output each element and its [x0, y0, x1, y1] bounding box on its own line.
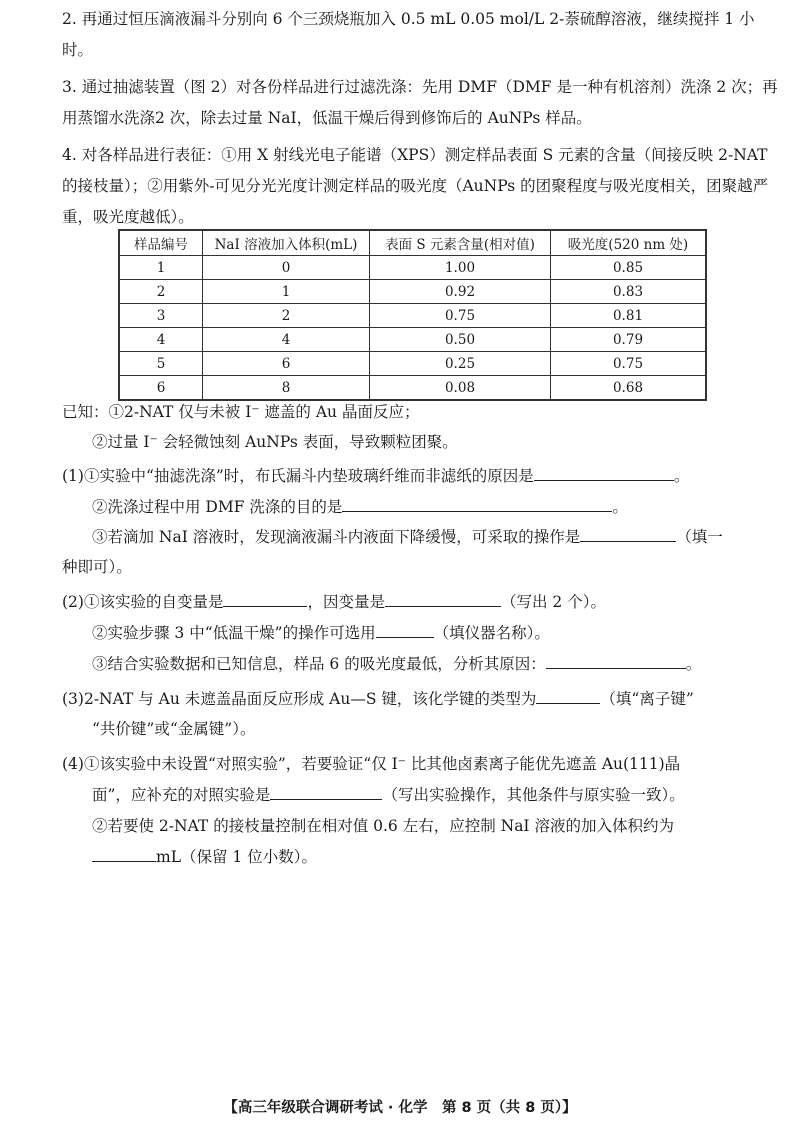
question-text: （填仪器名称）。 — [433, 624, 550, 642]
question-2-1 — [62, 588, 606, 616]
question-1-2 — [92, 493, 628, 521]
cell-nai-volume: 8 — [203, 376, 370, 401]
cell-s-content: 0.92 — [370, 280, 551, 304]
known-info-1: 已知：①2-NAT 仅与未被 I⁻ 遮盖的 Au 晶面反应； — [62, 403, 420, 421]
cell-absorbance: 0.75 — [551, 352, 707, 376]
question-text: mL（保留 1 位小数）。 — [156, 848, 317, 866]
question-text: (1)①实验中“抽滤洗涤”时，布氏漏斗内垫玻璃纤维而非滤纸的原因是 — [62, 467, 534, 485]
question-3-cont: “共价键”或“金属键”）。 — [92, 720, 256, 738]
question-text: ②洗涤过程中用 DMF 洗涤的目的是 — [92, 498, 343, 516]
question-2-3 — [92, 650, 701, 678]
cell-absorbance: 0.81 — [551, 304, 707, 328]
question-1-3-cont: 种即可）。 — [62, 558, 132, 576]
header-nai-volume: NaI 溶液加入体积(mL) — [203, 230, 370, 256]
table-header-row — [119, 230, 706, 256]
known-info-2: ②过量 I⁻ 会轻微蚀刻 AuNPs 表面，导致颗粒团聚。 — [92, 433, 458, 451]
question-text: 。 — [685, 655, 702, 673]
question-text: （填“离子键” — [600, 690, 694, 708]
procedure-step-4: 4. 对各样品进行表征：①用 X 射线光电子能谱（XPS）测定样品表面 S 元素的含量（间接反映 2-NAT 的接枝量）；②用紫外-可见分光光度计测定样品的吸光度（AuNPs 的团聚程度与吸光度相关，团聚越严重，吸光度越低）。 — [62, 146, 769, 226]
answer-blank[interactable] — [536, 687, 600, 704]
answer-blank[interactable] — [546, 652, 686, 669]
cell-nai-volume: 0 — [203, 256, 370, 280]
page-footer: 【高三年级联合调研考试 · 化学 第 8 页（共 8 页）】 — [223, 1100, 577, 1116]
table-row — [119, 376, 706, 401]
cell-nai-volume: 6 — [203, 352, 370, 376]
answer-blank[interactable] — [223, 590, 307, 607]
cell-sample-no: 6 — [119, 376, 203, 401]
cell-s-content: 0.08 — [370, 376, 551, 401]
answer-blank[interactable] — [342, 495, 612, 512]
answer-blank[interactable] — [92, 845, 156, 862]
answer-blank[interactable] — [534, 464, 674, 481]
question-text: 。 — [673, 467, 690, 485]
question-text: ，因变量是 — [307, 593, 385, 611]
question-3 — [62, 685, 694, 713]
question-4-1: (4)①该实验中未设置“对照实验”，若要验证“仅 I⁻ 比其他卤素离子能优先遮盖 Au(111)晶 — [62, 755, 681, 773]
answer-blank[interactable] — [580, 525, 676, 542]
cell-sample-no: 2 — [119, 280, 203, 304]
header-absorbance: 吸光度(520 nm 处) — [551, 230, 707, 256]
question-text: （填一 — [676, 528, 723, 546]
question-text: ③若滴加 NaI 溶液时，发现滴液漏斗内液面下降缓慢，可采取的操作是 — [92, 528, 581, 546]
cell-absorbance: 0.83 — [551, 280, 707, 304]
table-row — [119, 256, 706, 280]
cell-absorbance: 0.68 — [551, 376, 707, 401]
question-4-1-cont — [92, 781, 685, 809]
question-4-2: ②若要使 2-NAT 的接枝量控制在相对值 0.6 左右，应控制 NaI 溶液的加入体积约为 — [92, 817, 674, 835]
cell-nai-volume: 1 — [203, 280, 370, 304]
answer-blank[interactable] — [376, 621, 434, 638]
question-2-2 — [92, 619, 550, 647]
table-row — [119, 328, 706, 352]
cell-sample-no: 4 — [119, 328, 203, 352]
header-sample-no: 样品编号 — [119, 230, 203, 256]
table-row — [119, 280, 706, 304]
cell-absorbance: 0.85 — [551, 256, 707, 280]
procedure-step-3: 3. 通过抽滤装置（图 2）对各份样品进行过滤洗涤：先用 DMF（DMF 是一种有机溶剂）洗涤 2 次；再用蒸馏水洗涤2 次，除去过量 NaI，低温干燥后得到修饰后的 AuNPs 样品。 — [62, 78, 778, 127]
header-s-content: 表面 S 元素含量(相对值) — [370, 230, 551, 256]
answer-blank[interactable] — [270, 783, 382, 800]
answer-blank[interactable] — [385, 590, 501, 607]
question-text: （写出 2 个）。 — [500, 593, 606, 611]
sample-data-table — [118, 229, 707, 401]
question-1-1 — [62, 462, 689, 490]
cell-s-content: 0.75 — [370, 304, 551, 328]
cell-s-content: 0.25 — [370, 352, 551, 376]
cell-nai-volume: 2 — [203, 304, 370, 328]
cell-absorbance: 0.79 — [551, 328, 707, 352]
question-text: ②实验步骤 3 中“低温干燥”的操作可选用 — [92, 624, 376, 642]
question-4-2-cont — [92, 843, 317, 871]
cell-nai-volume: 4 — [203, 328, 370, 352]
question-text: ③结合实验数据和已知信息，样品 6 的吸光度最低，分析其原因： — [92, 655, 546, 673]
procedure-step-2: 2. 再通过恒压滴液漏斗分别向 6 个三颈烧瓶加入 0.5 mL 0.05 mol/L 2-萘硫醇溶液，继续搅拌 1 小时。 — [62, 10, 755, 59]
question-text: 面”，应补充的对照实验是 — [92, 786, 271, 804]
question-text: (3)2-NAT 与 Au 未遮盖晶面反应形成 Au—S 键，该化学键的类型为 — [62, 690, 537, 708]
question-text: (2)①该实验的自变量是 — [62, 593, 224, 611]
question-text: （写出实验操作，其他条件与原实验一致）。 — [382, 786, 685, 804]
cell-s-content: 1.00 — [370, 256, 551, 280]
table-row — [119, 304, 706, 328]
table-row — [119, 352, 706, 376]
cell-s-content: 0.50 — [370, 328, 551, 352]
question-1-3 — [92, 523, 723, 551]
cell-sample-no: 3 — [119, 304, 203, 328]
cell-sample-no: 5 — [119, 352, 203, 376]
cell-sample-no: 1 — [119, 256, 203, 280]
question-text: 。 — [612, 498, 628, 516]
